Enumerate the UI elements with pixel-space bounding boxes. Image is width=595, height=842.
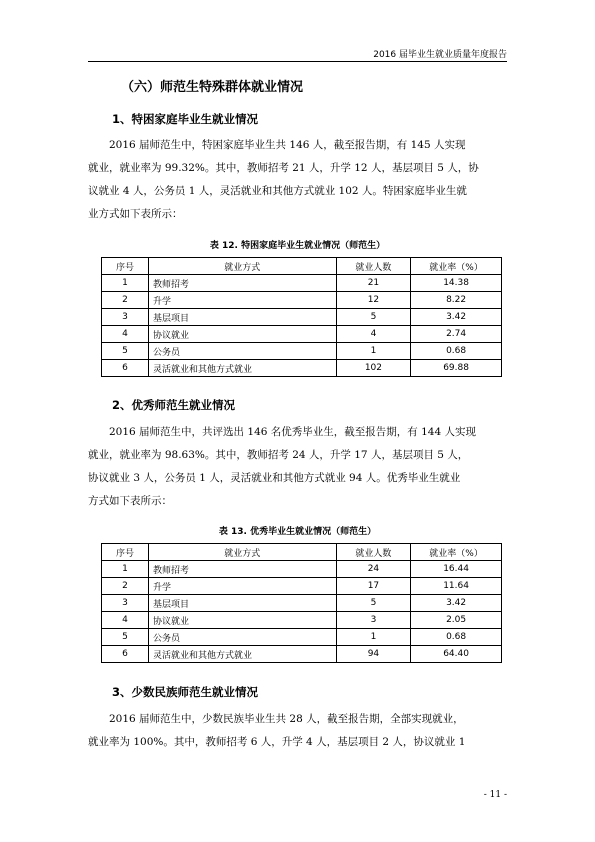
paragraph-line: 协议就业 3 人，公务员 1 人，灵活就业和其他方式就业 94 人。优秀毕业生就业 xyxy=(88,472,461,484)
table-12-caption: 表 12. 特困家庭毕业生就业情况（师范生） xyxy=(209,241,386,251)
cell-rate: 2.74 xyxy=(411,326,502,343)
cell-no: 2 xyxy=(102,578,149,595)
cell-no: 4 xyxy=(102,326,149,343)
cell-rate: 0.68 xyxy=(411,629,502,646)
cell-mode: 公务员 xyxy=(148,343,336,360)
col-header-no: 序号 xyxy=(102,544,149,561)
cell-count: 5 xyxy=(336,595,410,612)
paragraph-line: 2016 届师范生中，特困家庭毕业生共 146 人，截至报告期，有 145 人实现 xyxy=(109,139,466,151)
cell-mode: 升学 xyxy=(148,578,336,595)
table-row xyxy=(102,343,502,360)
cell-rate: 2.05 xyxy=(411,612,502,629)
table-row xyxy=(102,309,502,326)
cell-no: 6 xyxy=(102,646,149,663)
col-header-count: 就业人数 xyxy=(336,258,410,275)
table-row xyxy=(102,292,502,309)
table-row xyxy=(102,275,502,292)
cell-mode: 协议就业 xyxy=(148,326,336,343)
subsection-2-paragraph xyxy=(88,421,508,513)
table-header-row xyxy=(102,544,502,561)
cell-rate: 16.44 xyxy=(411,561,502,578)
cell-count: 12 xyxy=(336,292,410,309)
table-header-row xyxy=(102,258,502,275)
cell-count: 1 xyxy=(336,343,410,360)
paragraph-line: 议就业 4 人，公务员 1 人，灵活就业和其他方式就业 102 人。特困家庭毕业生就 xyxy=(88,185,467,197)
subsection-3-title: 3、少数民族师范生就业情况 xyxy=(112,685,259,699)
cell-count: 21 xyxy=(336,275,410,292)
cell-no: 5 xyxy=(102,343,149,360)
cell-rate: 8.22 xyxy=(411,292,502,309)
header-rule xyxy=(88,61,507,62)
subsection-3-paragraph xyxy=(88,708,508,754)
cell-mode: 公务员 xyxy=(148,629,336,646)
table-row xyxy=(102,578,502,595)
table-row xyxy=(102,326,502,343)
paragraph-line: 就业，就业率为 98.63%。其中，教师招考 24 人，升学 17 人，基层项目 5 人， xyxy=(88,449,469,461)
table-12 xyxy=(101,257,502,377)
cell-count: 3 xyxy=(336,612,410,629)
cell-count: 17 xyxy=(336,578,410,595)
cell-rate: 3.42 xyxy=(411,595,502,612)
cell-no: 3 xyxy=(102,309,149,326)
cell-count: 24 xyxy=(336,561,410,578)
paragraph-line: 业方式如下表所示： xyxy=(88,208,183,220)
cell-count: 94 xyxy=(336,646,410,663)
paragraph-line: 方式如下表所示： xyxy=(88,495,172,507)
col-header-rate: 就业率（%） xyxy=(411,258,502,275)
table-row xyxy=(102,646,502,663)
cell-mode: 灵活就业和其他方式就业 xyxy=(148,646,336,663)
cell-rate: 69.88 xyxy=(411,360,502,377)
table-row xyxy=(102,629,502,646)
cell-count: 5 xyxy=(336,309,410,326)
cell-rate: 64.40 xyxy=(411,646,502,663)
subsection-1-paragraph xyxy=(88,134,508,226)
col-header-no: 序号 xyxy=(102,258,149,275)
cell-count: 1 xyxy=(336,629,410,646)
cell-mode: 基层项目 xyxy=(148,595,336,612)
col-header-mode: 就业方式 xyxy=(148,544,336,561)
subsection-1-title: 1、特困家庭毕业生就业情况 xyxy=(112,112,259,126)
cell-rate: 14.38 xyxy=(411,275,502,292)
table-row xyxy=(102,612,502,629)
table-13-caption: 表 13. 优秀毕业生就业情况（师范生） xyxy=(218,527,377,537)
cell-no: 5 xyxy=(102,629,149,646)
cell-mode: 教师招考 xyxy=(148,561,336,578)
paragraph-line: 就业，就业率为 99.32%。其中，教师招考 21 人，升学 12 人，基层项目 5 人，协 xyxy=(88,162,479,174)
col-header-count: 就业人数 xyxy=(336,544,410,561)
cell-count: 102 xyxy=(336,360,410,377)
cell-no: 1 xyxy=(102,561,149,578)
table-13 xyxy=(101,543,502,663)
col-header-rate: 就业率（%） xyxy=(411,544,502,561)
col-header-mode: 就业方式 xyxy=(148,258,336,275)
cell-no: 1 xyxy=(102,275,149,292)
paragraph-line: 2016 届师范生中，少数民族毕业生共 28 人，截至报告期，全部实现就业， xyxy=(109,713,464,725)
cell-no: 2 xyxy=(102,292,149,309)
table-row xyxy=(102,360,502,377)
table-row xyxy=(102,561,502,578)
cell-rate: 0.68 xyxy=(411,343,502,360)
cell-mode: 升学 xyxy=(148,292,336,309)
cell-mode: 基层项目 xyxy=(148,309,336,326)
cell-no: 6 xyxy=(102,360,149,377)
cell-mode: 灵活就业和其他方式就业 xyxy=(148,360,336,377)
table-row xyxy=(102,595,502,612)
page-number: - 11 - xyxy=(483,790,507,800)
subsection-2-title: 2、优秀师范生就业情况 xyxy=(112,398,236,412)
cell-rate: 11.64 xyxy=(411,578,502,595)
cell-no: 4 xyxy=(102,612,149,629)
paragraph-line: 就业率为 100%。其中，教师招考 6 人，升学 4 人，基层项目 2 人，协议就业 1 xyxy=(88,736,466,748)
cell-mode: 协议就业 xyxy=(148,612,336,629)
paragraph-line: 2016 届师范生中，共评选出 146 名优秀毕业生，截至报告期，有 144 人实现 xyxy=(109,426,476,438)
cell-rate: 3.42 xyxy=(411,309,502,326)
cell-no: 3 xyxy=(102,595,149,612)
cell-mode: 教师招考 xyxy=(148,275,336,292)
cell-count: 4 xyxy=(336,326,410,343)
section-title: （六）师范生特殊群体就业情况 xyxy=(121,80,304,95)
running-header: 2016 届毕业生就业质量年度报告 xyxy=(373,50,507,60)
